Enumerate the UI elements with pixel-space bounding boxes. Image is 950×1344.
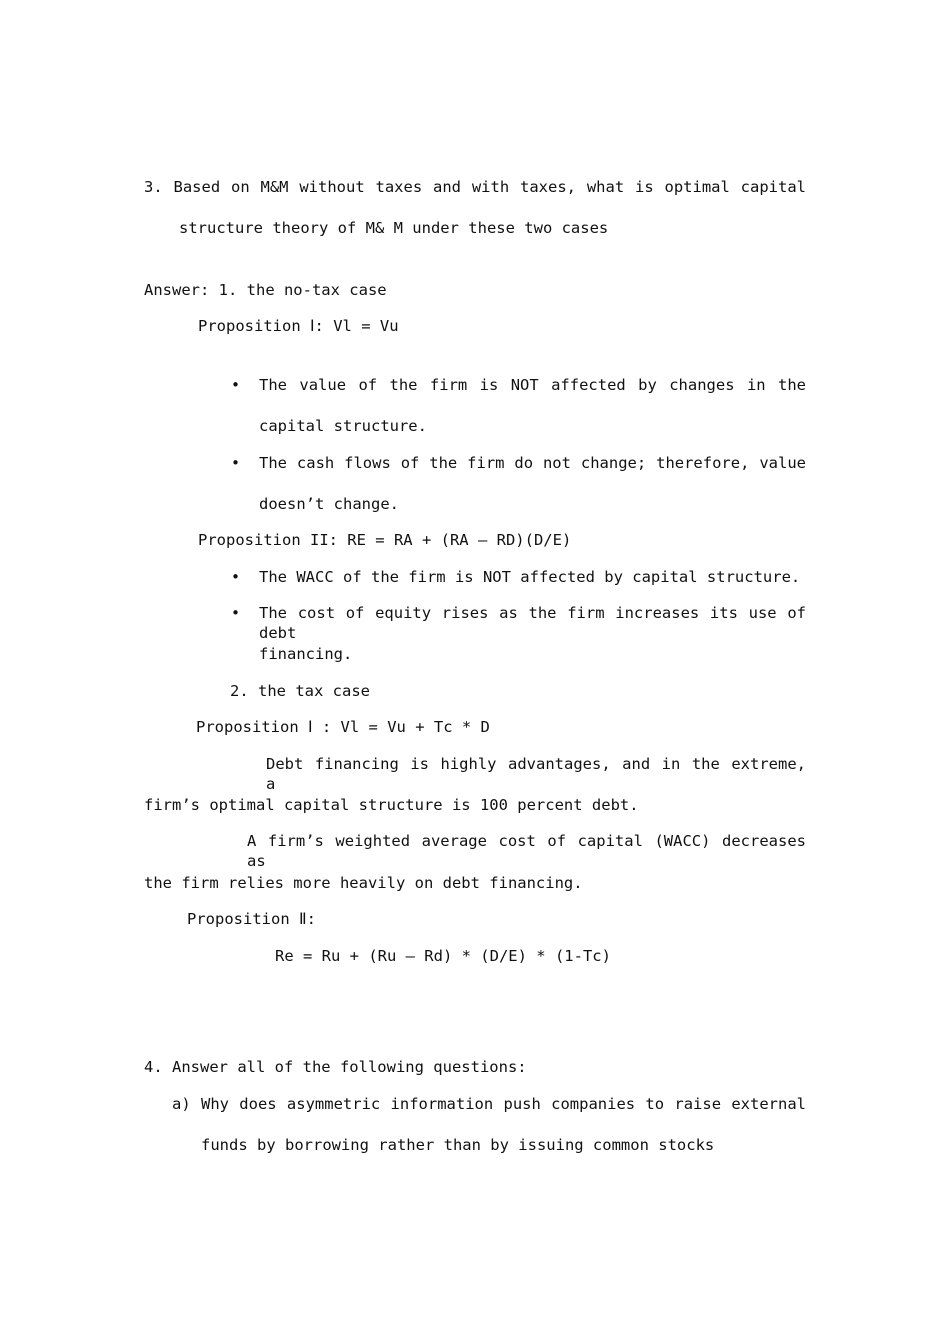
no-tax-prop1-bullet-1-line-2: capital structure. [259,417,427,435]
tax-para1-line-1: Debt financing is highly advantages, and in the extreme, a [266,755,806,793]
bullet-icon: • [231,604,241,622]
tax-para2-line-2: the firm relies more heavily on debt financing. [144,874,583,892]
no-tax-prop1-bullet-2-line-2: doesn’t change. [259,495,399,513]
no-tax-prop2-heading: Proposition II: RE = RA + (RA – RD)(D/E) [198,531,572,549]
q4-item-a-line-2: funds by borrowing rather than by issuing common stocks [201,1136,715,1154]
tax-case-heading: 2. the tax case [230,682,370,700]
q4-heading: 4. Answer all of the following questions: [144,1058,527,1076]
q4-item-a-marker: a) [172,1095,191,1113]
bullet-icon: • [231,454,241,472]
no-tax-prop2-bullet-2-line-2: financing. [259,645,353,663]
bullet-icon: • [231,568,241,586]
bullet-icon: • [231,376,241,394]
tax-prop2-heading: Proposition Ⅱ: [187,910,316,928]
answer-intro: Answer: 1. the no-tax case [144,281,387,299]
no-tax-prop2-bullet-1-line-1: The WACC of the firm is NOT affected by capital structure. [259,568,801,586]
tax-para1-line-2: firm’s optimal capital structure is 100 percent debt. [144,796,639,814]
no-tax-prop1-heading: Proposition Ⅰ: Vl = Vu [198,317,399,335]
tax-prop2-formula: Re = Ru + (Ru – Rd) * (D/E) * (1-Tc) [275,947,611,965]
no-tax-prop2-bullet-2-line-1: The cost of equity rises as the firm increases its use of debt [259,604,806,642]
no-tax-prop1-bullet-2-line-1: The cash flows of the firm do not change; therefore, value [259,454,806,472]
tax-para2-line-1: A firm’s weighted average cost of capital (WACC) decreases as [247,832,806,870]
no-tax-prop1-bullet-1-line-1: The value of the firm is NOT affected by changes in the [259,376,806,394]
q3-line-1: 3. Based on M&M without taxes and with taxes, what is optimal capital [144,178,806,196]
q3-line-2: structure theory of M& M under these two cases [179,219,609,237]
q4-item-a-line-1: Why does asymmetric information push companies to raise external [201,1095,806,1113]
tax-prop1-heading: Proposition Ⅰ : Vl = Vu + Tc * D [196,718,490,736]
